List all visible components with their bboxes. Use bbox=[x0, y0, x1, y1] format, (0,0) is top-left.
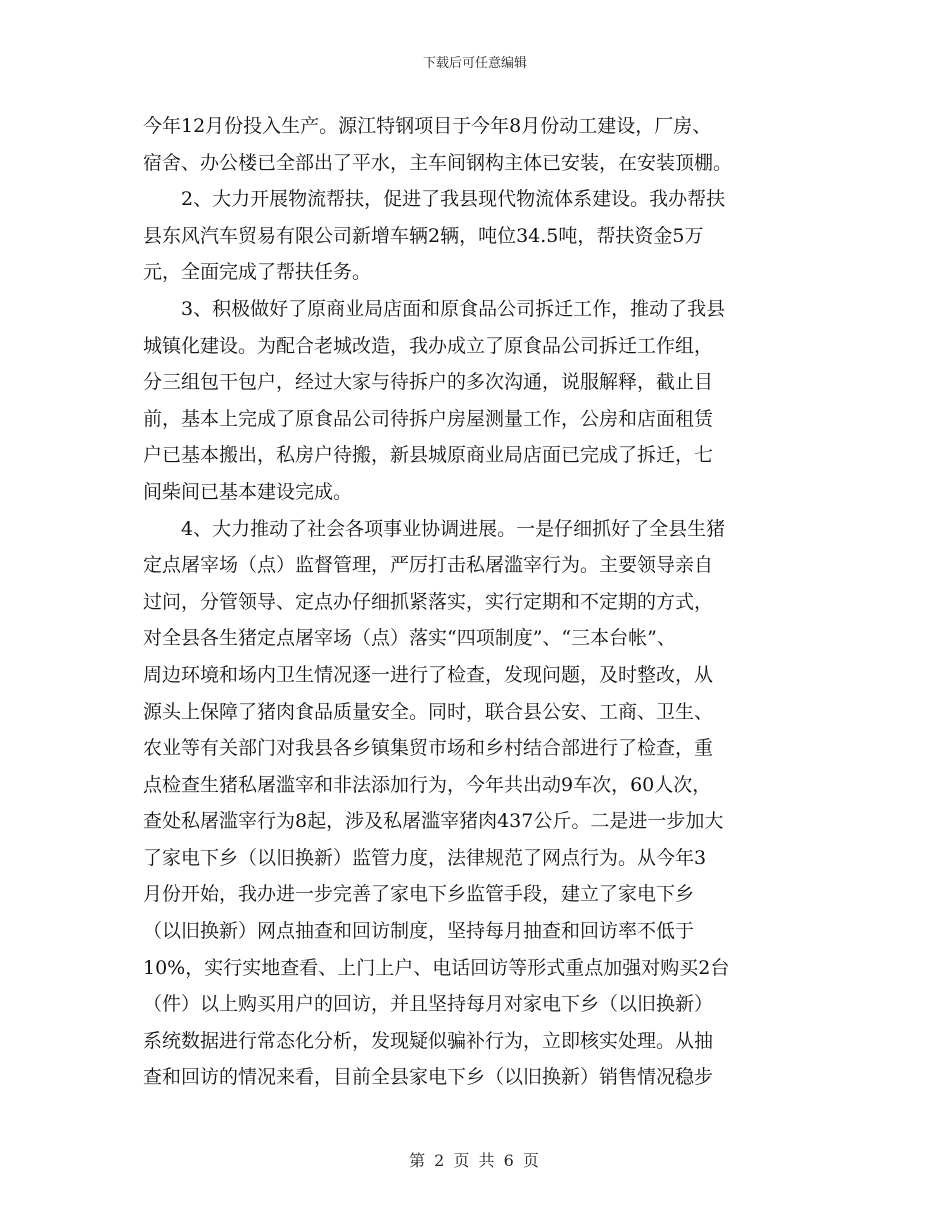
page-footer: 第 2 页 共 6 页 bbox=[409, 1151, 541, 1170]
text-line: 元，全面完成了帮扶任务。 bbox=[143, 261, 372, 284]
text-line: 宿舍、办公楼已全部出了平水，主车间钢构主体已安装，在安装顶棚。 bbox=[143, 151, 733, 174]
text-line: 点检查生猪私屠滥宰和非法添加行为，今年共出动9车次，60人次， bbox=[143, 773, 712, 796]
text-line: 前，基本上完成了原食品公司待拆户房屋测量工作，公房和店面租赁 bbox=[143, 407, 714, 430]
text-line: 4、大力推动了社会各项事业协调进展。一是仔细抓好了全县生猪 bbox=[181, 517, 726, 540]
text-line: 分三组包干包户，经过大家与待拆户的多次沟通，说服解释，截止目 bbox=[143, 371, 714, 394]
text-line: 2、大力开展物流帮扶，促进了我县现代物流体系建设。我办帮扶 bbox=[181, 188, 726, 211]
text-line: 过问，分管领导、定点办仔细抓紧落实，实行定期和不定期的方式， bbox=[143, 590, 714, 613]
text-line: 了家电下乡（以旧换新）监管力度，法律规范了网点行为。从今年3 bbox=[143, 846, 707, 869]
text-line: 系统数据进行常态化分析，发现疑似骗补行为，立即核实处理。从抽 bbox=[143, 1029, 714, 1052]
text-line: 城镇化建设。为配合老城改造，我办成立了原食品公司拆迁工作组， bbox=[143, 334, 714, 357]
text-line: 户已基本搬出，私房户待搬，新县城原商业局店面已完成了拆迁，七 bbox=[143, 444, 714, 467]
text-line: 查处私屠滥宰行为8起，涉及私屠滥宰猪肉437公斤。二是进一步加大 bbox=[143, 810, 724, 833]
text-line: 查和回访的情况来看，目前全县家电下乡（以旧换新）销售情况稳步 bbox=[143, 1066, 714, 1089]
text-line: 定点屠宰场（点）监督管理，严厉打击私屠滥宰行为。主要领导亲自 bbox=[143, 554, 714, 577]
text-line: 今年12月份投入生产。源江特钢项目于今年8月份动工建设，厂房、 bbox=[143, 115, 712, 137]
text-line: 3、积极做好了原商业局店面和原食品公司拆迁工作，推动了我县 bbox=[181, 297, 726, 320]
text-line: 10%，实行实地查看、上门上户、电话回访等形式重点加强对购买2台 bbox=[143, 956, 730, 979]
text-line: 源头上保障了猪肉食品质量安全。同时，联合县公安、工商、卫生、 bbox=[143, 700, 714, 723]
document-body bbox=[143, 108, 813, 1096]
text-line: （以旧换新）网点抽查和回访制度，坚持每月抽查和回访率不低于 bbox=[143, 920, 695, 943]
text-line: 月份开始，我办进一步完善了家电下乡监管手段，建立了家电下乡 bbox=[143, 883, 695, 906]
text-line: 周边环境和场内卫生情况逐一进行了检查，发现问题，及时整改，从 bbox=[143, 663, 714, 686]
text-line: 对全县各生猪定点屠宰场（点）落实“四项制度”、“三本台帐”、 bbox=[143, 627, 676, 650]
text-line: 农业等有关部门对我县各乡镇集贸市场和乡村结合部进行了检查，重 bbox=[143, 737, 714, 760]
page-header: 下载后可任意编辑 bbox=[422, 56, 527, 71]
text-line: 间柴间已基本建设完成。 bbox=[143, 480, 353, 503]
text-line: （件）以上购买用户的回访，并且坚持每月对家电下乡（以旧换新） bbox=[143, 993, 714, 1016]
text-line: 县东风汽车贸易有限公司新增车辆2辆，吨位34.5吨，帮扶资金5万 bbox=[143, 224, 704, 247]
